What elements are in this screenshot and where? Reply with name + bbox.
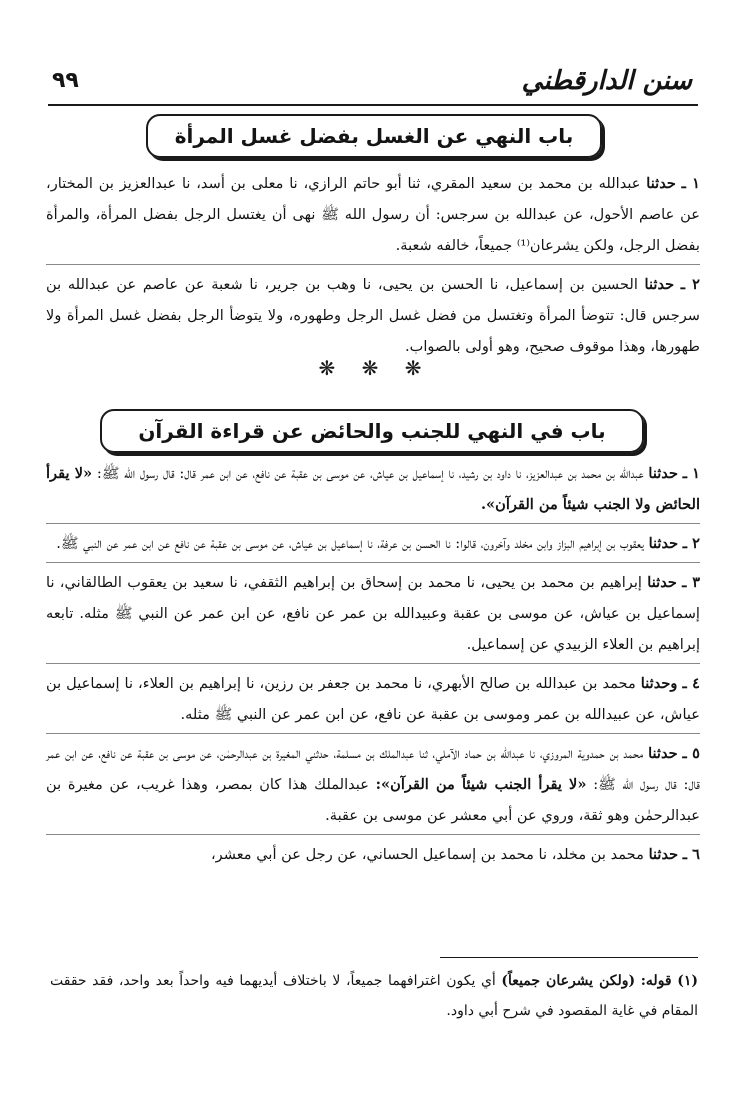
paragraph-rule bbox=[46, 663, 700, 664]
section-divider-ornament: ❋ ❋ ❋ bbox=[318, 356, 432, 380]
hadith-paragraph bbox=[46, 458, 700, 520]
hadith-opener: حدثنا bbox=[647, 574, 677, 591]
running-head bbox=[48, 62, 698, 106]
paragraph-rule bbox=[46, 733, 700, 734]
hadith-text: محمد بن عبدالله بن صالح الأبهري، نا محمد بن جعفر بن رزين، نا إبراهيم بن العلاء، نا إسماعيل بن عياش، عن عبيدالله بن عمر وموسى بن عقبة عن نافع، عن ابن عمر عن النبي ﷺ مثله. bbox=[46, 675, 700, 723]
hadith-paragraph bbox=[46, 269, 700, 362]
paragraph-rule bbox=[46, 523, 700, 524]
hadith-opener: حدثنا bbox=[648, 465, 678, 482]
page-number: ٩٩ bbox=[52, 68, 79, 93]
footnote-text: أي يكون اغترافهما جميعاً، لا باختلاف أيديهما فيه واحداً بعد واحد، فقد حققت المقام في غاية المقصود في شرح أبي داود. bbox=[50, 973, 698, 1019]
hadith-opener: حدثنا bbox=[648, 846, 679, 863]
hadith-number: ٤ ـ bbox=[682, 675, 700, 692]
hadith-paragraph bbox=[46, 168, 700, 261]
footnotes bbox=[50, 966, 698, 1026]
hadith-text-after: عبدالملك هذا كان بمصر، وهذا غريب، عن مغيرة بن عبدالرحمٰن وهو ثقة، وروي عن أبي معشر عن موسى بن عقبة. bbox=[46, 776, 700, 824]
footnote-label: قوله: bbox=[640, 973, 672, 989]
hadith-number: ٢ ـ bbox=[682, 535, 700, 552]
hadith-number: ٥ ـ bbox=[682, 745, 700, 762]
hadith-matn: «لا يقرأ الحائض ولا الجنب شيئاً من القرآن». bbox=[46, 465, 700, 513]
footnote-quote: (ولكن يشرعان جميعاً) bbox=[501, 973, 636, 989]
hadith-matn: «لا يقرأ الجنب شيئاً من القرآن»: bbox=[375, 776, 587, 793]
hadith-text: محمد بن مخلد، نا محمد بن إسماعيل الحساني، عن رجل عن أبي معشر، bbox=[210, 846, 644, 863]
hadith-number: ١ ـ bbox=[682, 465, 701, 482]
hadith-opener: حدثنا bbox=[644, 276, 675, 293]
paragraph-rule bbox=[46, 834, 700, 835]
hadith-opener: حدثنا bbox=[646, 175, 676, 192]
hadith-number: ٦ ـ bbox=[682, 846, 700, 863]
hadith-text: عبدالله بن محمد بن عبدالعزيز، نا داود بن رشيد، نا إسماعيل بن عياش، عن موسى بن عقبة عن نافع، عن ابن عمر قال: قال رسول الله ﷺ: bbox=[96, 465, 644, 482]
hadith-paragraph bbox=[46, 528, 700, 559]
hadith-paragraph bbox=[46, 668, 700, 730]
paragraph-rule bbox=[46, 264, 700, 265]
footnote bbox=[50, 966, 698, 1026]
chapter-title: باب النهي عن الغسل بفضل غسل المرأة bbox=[174, 124, 574, 148]
hadith-paragraph bbox=[46, 567, 700, 660]
chapter-title-box bbox=[100, 409, 644, 453]
hadith-paragraph bbox=[46, 839, 700, 870]
hadith-number: ١ ـ bbox=[681, 175, 701, 192]
hadith-text: الحسين بن إسماعيل، نا الحسن بن يحيى، نا وهب بن جرير، نا شعبة عن عاصم عن عبدالله بن سرجس قال: تتوضأ المرأة وتغتسل من فضل غسل الرجل وطهوره، ولا يتوضأ الرجل بفضل غسل المرأة ولا طهورها، وهذا موقوف صحيح، وهو أولى بالصواب. bbox=[46, 276, 700, 355]
hadith-number: ٢ ـ bbox=[680, 276, 700, 293]
chapter-title-box bbox=[146, 114, 602, 158]
hadith-number: ٣ ـ bbox=[682, 574, 701, 591]
hadith-text: محمد بن حمدوية المروزي، نا عبدالله بن حماد الآملي، ثنا عبدالملك بن مسلمة، حدثني المغيرة بن عبدالرحمٰن، عن موسى بن عقبة عن نافع، عن ابن عمر قال: قال رسول الله ﷺ: bbox=[46, 745, 700, 793]
hadith-opener: وحدثنا bbox=[640, 675, 678, 692]
chapter-body bbox=[46, 458, 700, 870]
book-title: سنن الدارقطني bbox=[521, 66, 692, 96]
footnote-rule bbox=[440, 957, 698, 958]
paragraph-rule bbox=[46, 562, 700, 563]
hadith-opener: حدثنا bbox=[648, 535, 679, 552]
hadith-text: عبدالله بن محمد بن سعيد المقري، ثنا أبو حاتم الرازي، نا معلى بن أسد، نا عبدالعزيز بن المختار، عن عاصم الأحول، عن عبدالله بن سرجس: أن رسول الله ﷺ نهى أن يغتسل الرجل بفضل المرأة، والمرأة بفضل الرجل، ولكن يشرعان⁽¹⁾ جميعاً، خالفه شعبة. bbox=[46, 175, 701, 254]
hadith-opener: حدثنا bbox=[648, 745, 678, 762]
hadith-text: يعقوب بن إبراهيم البزاز وابن مخلد وآخرون، قالوا: نا الحسن بن عرفة، نا إسماعيل بن عياش، عن موسى بن عقبة عن نافع عن ابن عمر عن النبي ﷺ. bbox=[56, 535, 644, 552]
footnote-marker: (١) bbox=[677, 973, 699, 989]
chapter-title: باب في النهي للجنب والحائض عن قراءة القرآن bbox=[138, 419, 606, 443]
chapter-body bbox=[46, 168, 700, 362]
hadith-paragraph bbox=[46, 738, 700, 831]
hadith-text: إبراهيم بن محمد بن يحيى، نا محمد بن إسحاق بن إبراهيم الثقفي، نا سعيد بن يعقوب الطالقاني، نا إسماعيل بن عياش، عن موسى بن عقبة وعبيدالله بن عمر عن نافع، عن ابن عمر عن النبي ﷺ مثله. تابعه إبراهيم بن العلاء الزبيدي عن إسماعيل. bbox=[46, 574, 700, 653]
